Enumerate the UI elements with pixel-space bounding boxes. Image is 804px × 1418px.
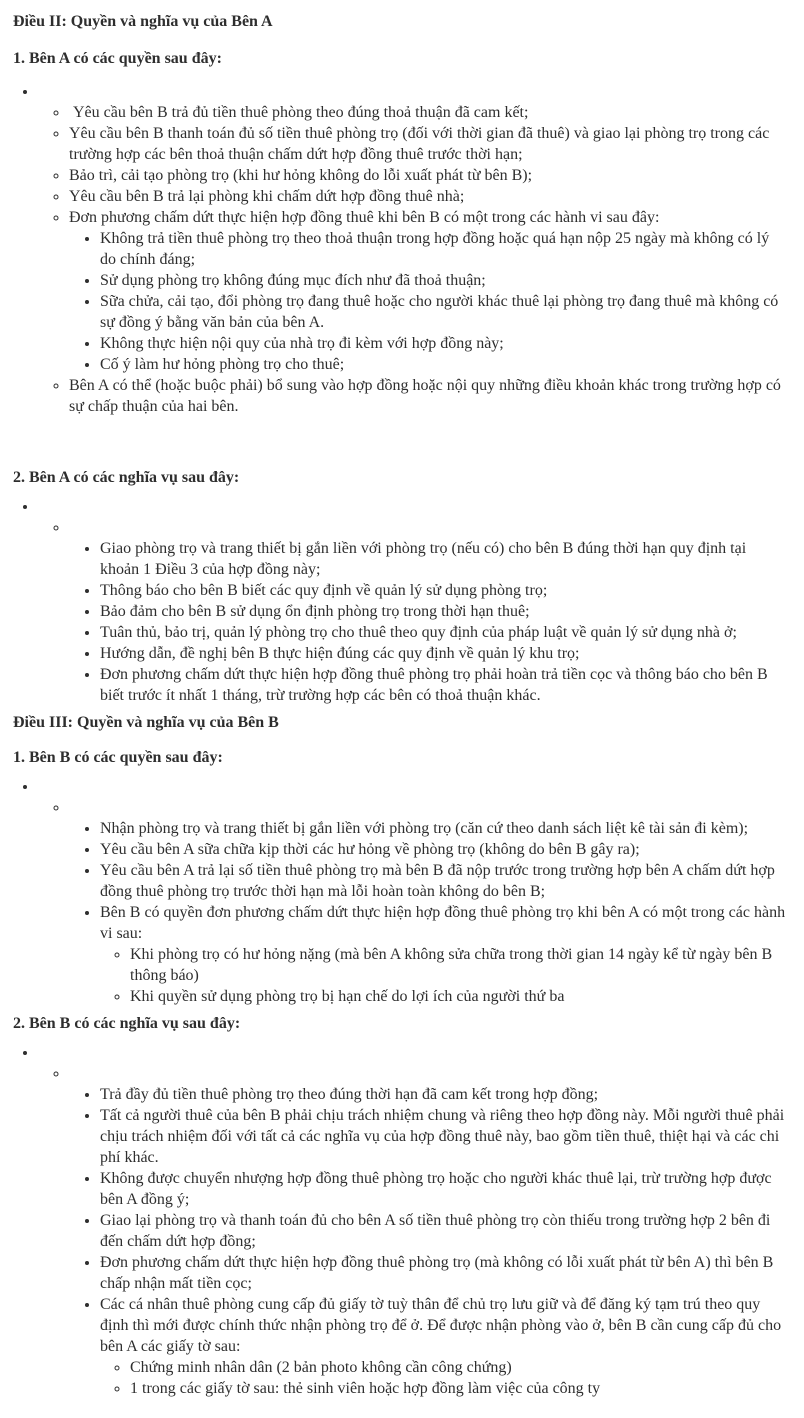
list-item <box>100 860 788 902</box>
b-rights-items <box>69 818 788 1007</box>
list-item <box>100 1168 788 1210</box>
list-item-text: Sữa chửa, cải tạo, đổi phòng trọ đang thuê hoặc cho người khác thuê lại phòng trọ đang thuê mà không có sự đồng ý bằng văn bản của bên A. <box>100 293 779 331</box>
list-item-text: Nhận phòng trọ và trang thiết bị gắn liền với phòng trọ (căn cứ theo danh sách liệt kê tài sản đi kèm); <box>100 820 749 837</box>
list-item <box>100 839 788 860</box>
nested-list-wrapper <box>69 1084 788 1399</box>
list-item <box>69 102 788 123</box>
list-item-text: Yêu cầu bên B trả đủ tiền thuê phòng theo đúng thoả thuận đã cam kết; <box>69 104 529 121</box>
list-item <box>69 207 788 375</box>
b-obligations-sublist <box>38 1063 788 1399</box>
list-item <box>69 123 788 165</box>
list-item-text: Đơn phương chấm dứt thực hiện hợp đồng thuê khi bên B có một trong các hành vi sau đây: <box>69 209 660 226</box>
list-item-text: Trả đầy đủ tiền thuê phòng trọ theo đúng thời hạn đã cam kết trong hợp đồng; <box>100 1086 599 1103</box>
a-rights-list <box>13 81 788 417</box>
list-item-text: Yêu cầu bên B thanh toán đủ số tiền thuê phòng trọ (đối với thời gian đã thuê) và giao lại phòng trọ trong các trường hợp các bên thoả thuận chấm dứt hợp đồng thuê trước thời hạn; <box>69 125 770 163</box>
a-obligations-items <box>69 538 788 706</box>
list-item <box>69 186 788 207</box>
list-item <box>100 228 788 270</box>
spacer <box>13 32 788 48</box>
list-item <box>100 354 788 375</box>
list-item-text: Khi quyền sử dụng phòng trọ bị hạn chế do lợi ích của người thứ ba <box>130 988 565 1005</box>
b-required-papers-list <box>100 1357 788 1399</box>
list-item-text: Không được chuyển nhượng hợp đồng thuê phòng trọ hoặc cho người khác thuê lại, trừ trường hợp được bên A đồng ý; <box>100 1170 772 1208</box>
a-obligations-list <box>13 496 788 706</box>
list-item <box>100 622 788 643</box>
list-item <box>100 333 788 354</box>
nested-list-wrapper <box>38 797 788 1007</box>
spacer <box>13 1034 788 1042</box>
list-item <box>69 375 788 417</box>
list-item-text: Hướng dẫn, đề nghị bên B thực hiện đúng các quy định về quản lý khu trọ; <box>100 645 580 662</box>
list-item-text: Thông báo cho bên B biết các quy định về quản lý sử dụng phòng trọ; <box>100 582 548 599</box>
list-item <box>100 643 788 664</box>
list-item-text: Đơn phương chấm dứt thực hiện hợp đồng thuê phòng trọ (mà không có lỗi xuất phát từ bên A) thì bên B chấp nhận mất tiền cọc; <box>100 1254 774 1292</box>
list-item <box>100 1210 788 1252</box>
list-item-text: Yêu cầu bên B trả lại phòng khi chấm dứt hợp đồng thuê nhà; <box>69 188 465 205</box>
list-item <box>100 291 788 333</box>
b-obligations-items <box>69 1084 788 1399</box>
list-item <box>130 1357 788 1378</box>
list-item-text: Không thực hiện nội quy của nhà trọ đi kèm với hợp đồng này; <box>100 335 504 352</box>
list-item-text: Giao lại phòng trọ và thanh toán đủ cho bên A số tiền thuê phòng trọ còn thiếu trong trường hợp 2 bên đi đến chấm dứt hợp đồng; <box>100 1212 771 1250</box>
list-item-text: 1 trong các giấy tờ sau: thẻ sinh viên hoặc hợp đồng làm việc của công ty <box>130 1380 601 1397</box>
b-rights-sublist <box>38 797 788 1007</box>
nested-list-wrapper <box>38 517 788 706</box>
list-item-text: Đơn phương chấm dứt thực hiện hợp đồng thuê phòng trọ phải hoàn trả tiền cọc và thông báo cho bên B biết trước ít nhất 1 tháng, trừ trường hợp các bên có thoả thuận khác. <box>100 666 768 704</box>
list-item <box>130 944 788 986</box>
list-item <box>100 818 788 839</box>
list-item <box>100 1252 788 1294</box>
clause-title-b-obligations: 2. Bên B có các nghĩa vụ sau đây: <box>13 1015 241 1032</box>
list-item <box>100 902 788 1007</box>
list-item-text: Tất cả người thuê của bên B phải chịu trách nhiệm chung và riêng theo hợp đồng này. Mỗi người thuê phải chịu trách nhiệm đối với tất cả các nghĩa vụ của hợp đồng thuê này, bao gồm tiền thuê, thiệt hại và các chi phí khác. <box>100 1107 785 1166</box>
list-item <box>130 986 788 1007</box>
list-item-text: Khi phòng trọ có hư hỏng nặng (mà bên A không sửa chữa trong thời gian 14 ngày kể từ ngày bên B thông báo) <box>130 946 773 984</box>
list-item <box>100 270 788 291</box>
spacer <box>13 768 788 776</box>
list-item-text: Yêu cầu bên A trả lại số tiền thuê phòng trọ mà bên B đã nộp trước trong trường hợp bên A chấm dứt hợp đồng thuê phòng trọ trước thời hạn mà lỗi hoàn toàn không do bên B; <box>100 862 775 900</box>
list-item <box>100 538 788 580</box>
b-rights-list <box>13 776 788 1007</box>
bullet-placeholder <box>38 1042 788 1063</box>
a-termination-causes-list <box>69 228 788 375</box>
nested-list-wrapper <box>38 1063 788 1399</box>
a-obligations-sublist <box>38 517 788 706</box>
list-item <box>130 1378 788 1399</box>
b-termination-causes-list <box>100 944 788 1007</box>
nested-list-wrapper <box>38 102 788 417</box>
list-item-text: Bảo đảm cho bên B sử dụng ổn định phòng trọ trong thời hạn thuê; <box>100 603 530 620</box>
list-item-text: Sử dụng phòng trọ không đúng mục đích như đã thoả thuận; <box>100 272 486 289</box>
bullet-placeholder <box>38 81 788 102</box>
spacer <box>13 733 788 747</box>
clause-title-a-obligations: 2. Bên A có các nghĩa vụ sau đây: <box>13 469 240 486</box>
spacer <box>13 69 788 81</box>
nested-list-wrapper <box>69 818 788 1007</box>
b-obligations-list <box>13 1042 788 1399</box>
nested-list-wrapper <box>69 538 788 706</box>
bullet-placeholder <box>69 797 788 818</box>
list-item-text: Tuân thủ, bảo trị, quản lý phòng trọ cho thuê theo quy định của pháp luật về quản lý sử dụng nhà ở; <box>100 624 737 641</box>
list-item-text: Các cá nhân thuê phòng cung cấp đủ giấy tờ tuỳ thân để chủ trọ lưu giữ và để đăng ký tạm trú theo quy định thì mới được chính thức nhận phòng trọ để ở. Để được nhận phòng vào ở, bên B cần cung cấp đủ cho bên A các giấy tờ sau: <box>100 1296 782 1355</box>
section-gap <box>13 417 788 467</box>
list-item <box>100 664 788 706</box>
bullet-placeholder <box>69 517 788 538</box>
list-item-text: Giao phòng trọ và trang thiết bị gắn liền với phòng trọ (nếu có) cho bên B đúng thời hạn quy định tại khoản 1 Điều 3 của hợp đồng này; <box>100 540 747 578</box>
spacer <box>13 488 788 496</box>
list-item-text: Bảo trì, cải tạo phòng trọ (khi hư hỏng không do lỗi xuất phát từ bên B); <box>69 167 533 184</box>
article-ii-heading: Điều II: Quyền và nghĩa vụ của Bên A <box>13 13 273 30</box>
clause-title-a-rights: 1. Bên A có các quyền sau đây: <box>13 50 222 67</box>
list-item <box>100 1294 788 1399</box>
list-item-text: Chứng minh nhân dân (2 bản photo không cần công chứng) <box>130 1359 512 1376</box>
bullet-placeholder <box>38 496 788 517</box>
a-rights-sublist <box>38 102 788 417</box>
bullet-placeholder <box>38 776 788 797</box>
clause-title-b-rights: 1. Bên B có các quyền sau đây: <box>13 749 223 766</box>
list-item-text: Bên A có thể (hoặc buộc phải) bổ sung vào hợp đồng hoặc nội quy những điều khoản khác trong trường hợp có sự chấp thuận của hai bên. <box>69 377 781 415</box>
list-item <box>100 1084 788 1105</box>
bullet-placeholder <box>69 1063 788 1084</box>
list-item-text: Bên B có quyền đơn phương chấm dứt thực hiện hợp đồng thuê phòng trọ khi bên A có một trong các hành vi sau: <box>100 904 786 942</box>
list-item <box>100 580 788 601</box>
list-item <box>69 165 788 186</box>
list-item-text: Cố ý làm hư hỏng phòng trọ cho thuê; <box>100 356 345 373</box>
article-iii-heading: Điều III: Quyền và nghĩa vụ của Bên B <box>13 714 279 731</box>
list-item-text: Không trả tiền thuê phòng trọ theo thoả thuận trong hợp đồng hoặc quá hạn nộp 25 ngày mà không có lý do chính đáng; <box>100 230 770 268</box>
list-item-text: Yêu cầu bên A sữa chữa kịp thời các hư hỏng về phòng trọ (không do bên B gây ra); <box>100 841 640 858</box>
list-item <box>100 601 788 622</box>
list-item <box>100 1105 788 1168</box>
